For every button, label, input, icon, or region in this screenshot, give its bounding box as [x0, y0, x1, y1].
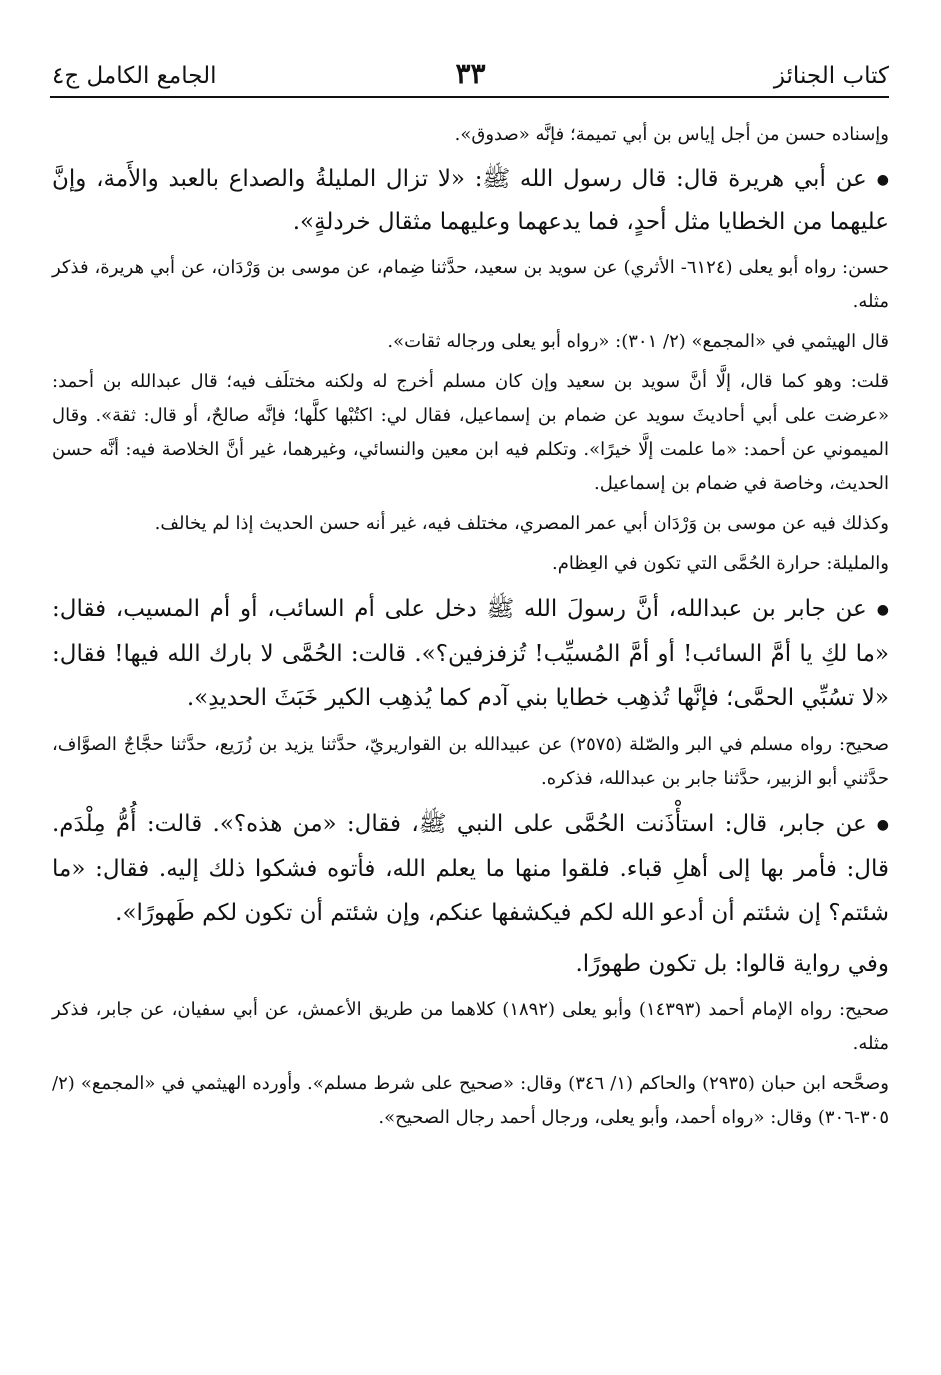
paragraph-text: عن جابر، قال: استأْذَنت الحُمَّى على النبي ﷺ، فقال: «من هذه؟». قالت: أُمُّ مِلْدَم. قال: فأمر بها إلى أهلِ قباء. فلقوا منها ما يعلم الله، فأتوه فشكوا ذلك إليه. فقال: «ما شئتم؟ إن شئتم أن أدعو الله لكم فيكشفها عنكم، وإن شئتم أن تكون لكم طَهورًا». [52, 811, 889, 926]
note-paragraph [52, 507, 889, 541]
paragraph-text: قال الهيثمي في «المجمع» (٢/ ٣٠١): «رواه أبو يعلى ورجاله ثقات». [387, 331, 889, 352]
page-body [52, 118, 889, 1335]
bullet-icon: ● [876, 172, 889, 188]
paragraph-text: وإسناده حسن من أجل إياس بن أبي تميمة؛ فإنَّه «صدوق». [454, 124, 889, 145]
note-paragraph [52, 547, 889, 581]
hadith-paragraph [52, 158, 889, 243]
bullet-icon: ● [876, 602, 889, 618]
paragraph-text: وصحَّحه ابن حبان (٢٩٣٥) والحاكم (١/ ٣٤٦) وقال: «صحيح على شرط مسلم». وأورده الهيثمي في «المجمع» (٢/ ٣٠٥-٣٠٦) وقال: «رواه أحمد، وأبو يعلى، ورجال أحمد رجال الصحيح». [52, 1073, 889, 1128]
paragraph-text: والمليلة: حرارة الحُمَّى التي تكون في العِظام. [552, 553, 889, 574]
note-paragraph [52, 118, 889, 152]
header-rule [50, 96, 889, 98]
note-paragraph [52, 728, 889, 796]
hadith-paragraph [52, 943, 889, 985]
hadith-paragraph [52, 587, 889, 720]
note-paragraph [52, 365, 889, 501]
paragraph-text: قلت: وهو كما قال، إلَّا أنَّ سويد بن سعيد وإن كان مسلم أخرج له ولكنه مختلَف فيه؛ قال عبدالله بن أحمد: «عرضت على أبي أحاديثَ سويد عن ضمام بن إسماعيل، فقال لي: اكتُبْها كلَّها؛ فإنَّه صالحٌ، أو قال: ثقة». وقال الميموني عن أحمد: «ما علمت إلَّا خيرًا». وتكلم فيه ابن معين والنسائي، وغيرهما، غير أنَّ الخلاصة فيه: أنَّه حسن الحديث، وخاصة في ضمام بن إسماعيل. [52, 371, 889, 494]
note-paragraph [52, 1067, 889, 1135]
paragraph-text: صحيح: رواه الإمام أحمد (١٤٣٩٣) وأبو يعلى (١٨٩٢) كلاهما من طريق الأعمش، عن أبي سفيان، عن جابر، فذكر مثله. [52, 999, 890, 1054]
note-paragraph [52, 325, 889, 359]
note-paragraph [52, 251, 889, 319]
hadith-paragraph [52, 802, 889, 935]
paragraph-text: صحيح: رواه مسلم في البر والصّلة (٢٥٧٥) عن عبيدالله بن القواريريّ، حدَّثنا يزيد بن زُرَيع، حدَّثنا حجَّاجٌ الصوَّاف، حدَّثني أبو الزبير، حدَّثنا جابر بن عبدالله، فذكره. [52, 734, 889, 789]
paragraph-text: حسن: رواه أبو يعلى (٦١٢٤- الأثري) عن سويد بن سعيد، حدَّثنا ضِمام، عن موسى بن وَرْدَان، عن أبي هريرة، فذكر مثله. [52, 257, 889, 312]
chapter-title: كتاب الجنائز [773, 63, 889, 89]
note-paragraph [52, 993, 889, 1061]
book-title: الجامع الكامل ج٤ [52, 63, 217, 89]
paragraph-text: عن جابر بن عبدالله، أنَّ رسولَ الله ﷺ دخل على أم السائب، أو أم المسيب، فقال: «ما لكِ يا أمَّ السائب! أو أمَّ المُسيِّب! تُزفزفين؟». قالت: الحُمَّى لا بارك الله فيها! فقال: «لا تسُبِّي الحمَّى؛ فإنَّها تُذهِب خطايا بني آدم كما يُذهِب الكير خَبَثَ الحديدِ». [52, 596, 889, 711]
running-header [52, 55, 889, 95]
page-number: ٣٣ [455, 57, 486, 90]
paragraph-text: وفي رواية قالوا: بل تكون طهورًا. [575, 951, 889, 977]
paragraph-text: وكذلك فيه عن موسى بن وَرْدَان أبي عمر المصري، مختلف فيه، غير أنه حسن الحديث إذا لم يخالف. [154, 513, 889, 534]
bullet-icon: ● [876, 817, 889, 833]
paragraph-text: عن أبي هريرة قال: قال رسول الله ﷺ: «لا تزال المليلةُ والصداع بالعبد والأَمة، وإنَّ عليهما من الخطايا مثل أحدٍ، فما يدعهما وعليهما مثقال خردلةٍ». [52, 166, 889, 235]
